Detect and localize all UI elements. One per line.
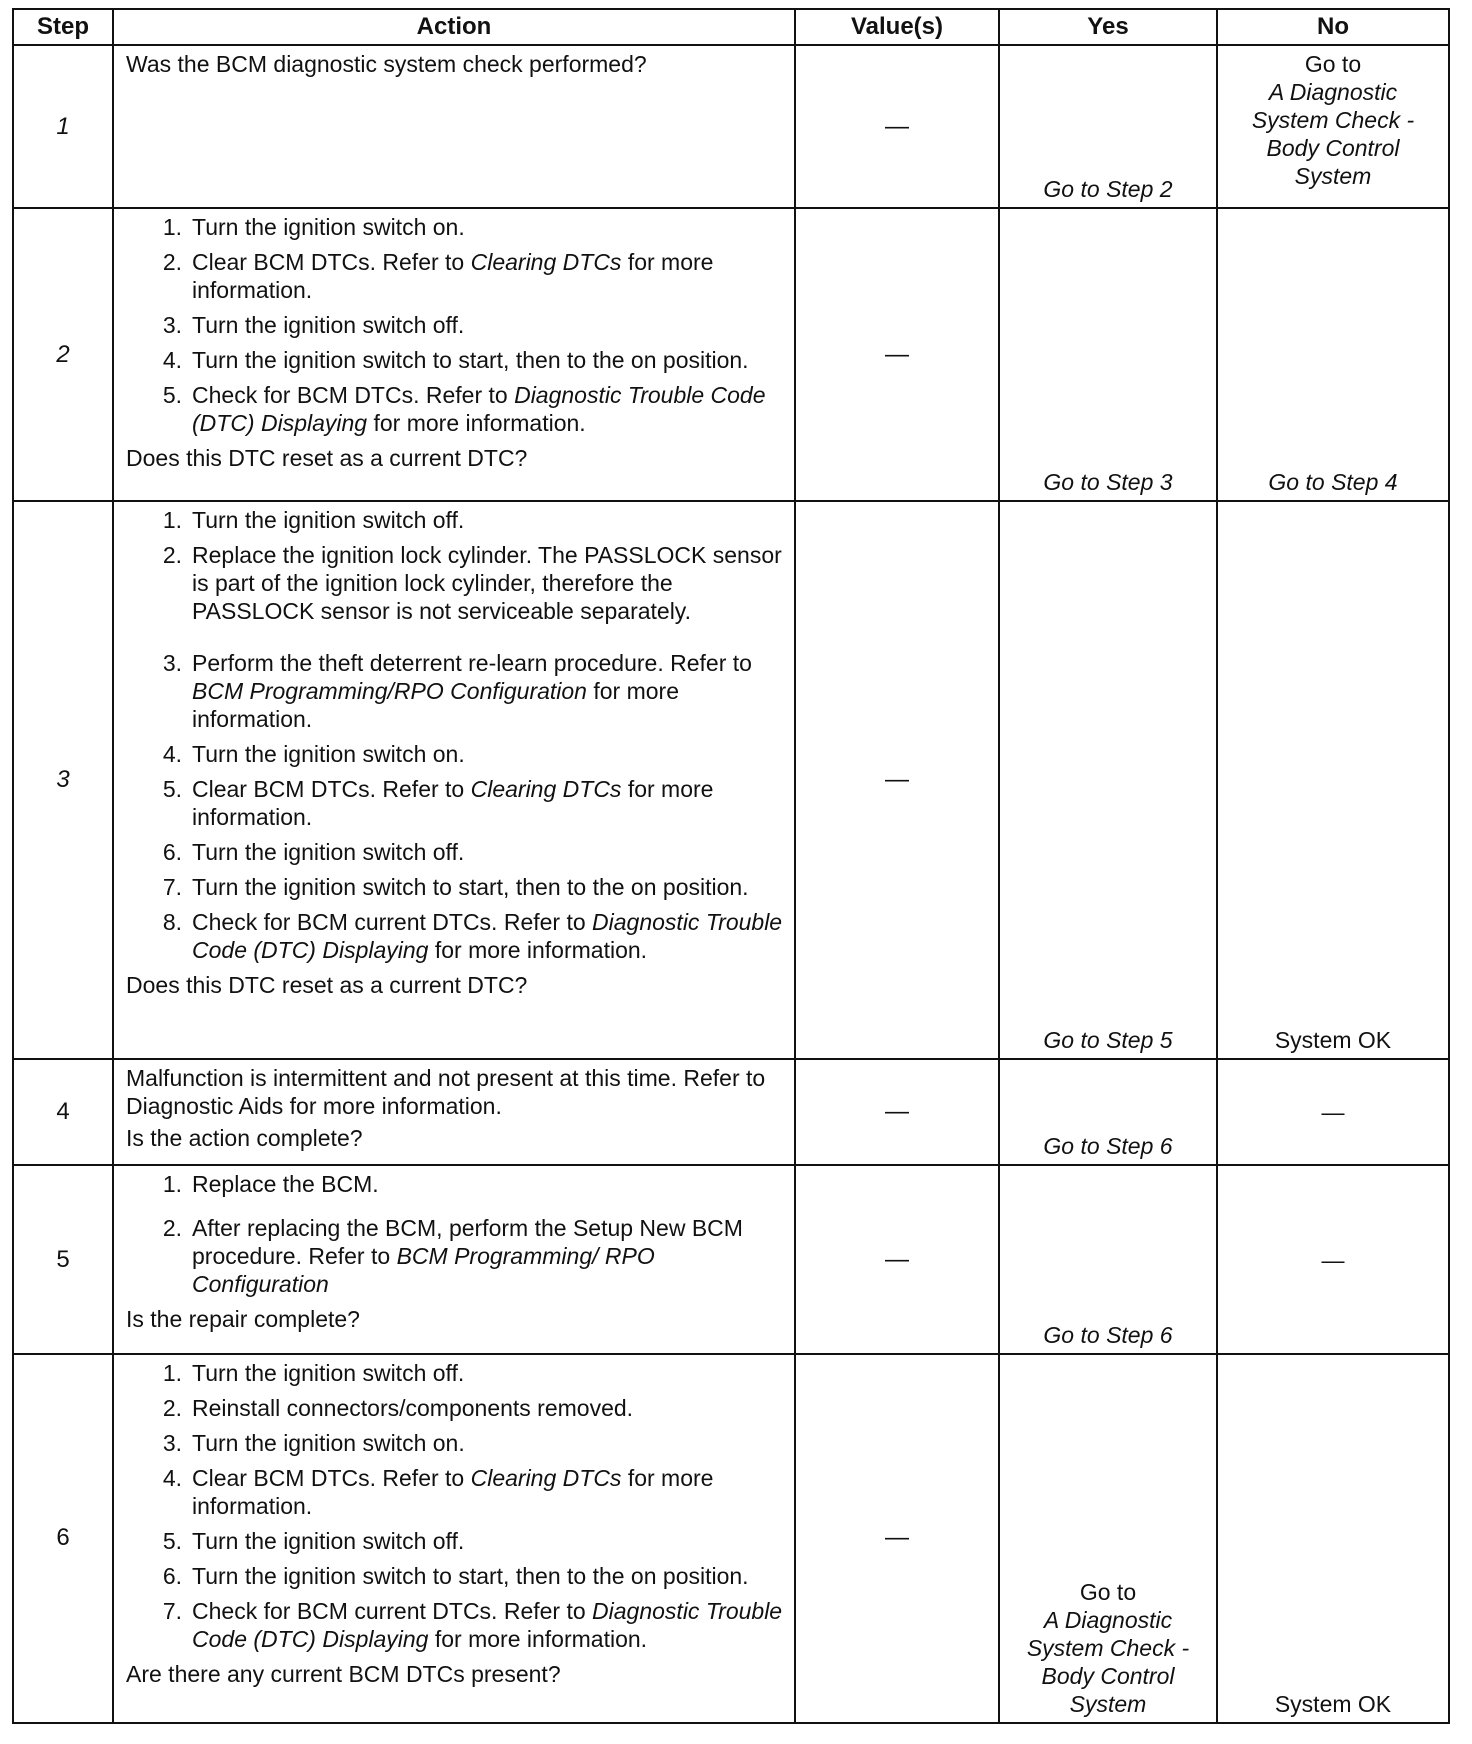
list-item-text (192, 1527, 784, 1555)
no-cell (1217, 1354, 1449, 1723)
list-item-number: 1. (162, 214, 182, 241)
list-item (146, 740, 784, 768)
list-item (146, 1527, 784, 1555)
instruction-text: Clear BCM DTCs. Refer to (192, 249, 471, 276)
list-item-text (192, 838, 784, 866)
list-item (146, 1170, 784, 1198)
list-item (146, 1597, 784, 1653)
list-item (146, 1464, 784, 1520)
yes-action: Go to Step 2 (1043, 176, 1173, 203)
list-item-number: 4. (162, 347, 182, 374)
list-item-number: 7. (162, 1597, 182, 1624)
instruction-text: Turn the ignition switch on. (192, 214, 465, 241)
list-item-text (192, 506, 784, 534)
list-item-number: 5. (162, 1527, 182, 1554)
list-item-text (192, 381, 784, 437)
list-item (146, 1214, 784, 1298)
list-item-number: 3. (162, 650, 182, 677)
list-item-text (192, 1214, 784, 1298)
list-item (146, 346, 784, 374)
list-item (146, 541, 784, 625)
step-number: 1 (13, 45, 113, 208)
action-intro: Was the BCM diagnostic system check performed? (126, 51, 647, 77)
diagnostic-table (12, 8, 1450, 1724)
list-item-number: 6. (162, 839, 182, 866)
no-action-line: Go to (1304, 51, 1362, 77)
value-cell: — (795, 1059, 999, 1166)
instruction-text: Clear BCM DTCs. Refer to (192, 1464, 471, 1491)
instruction-text: Turn the ignition switch on. (192, 1429, 465, 1456)
instruction-text: Replace the ignition lock cylinder. The PASSLOCK sensor is part of the ignition lock cylinder, therefore the PASSLOCK sensor is not serviceable separately. (192, 542, 782, 625)
table-row (13, 1165, 1449, 1353)
no-cell (1217, 501, 1449, 1059)
instruction-text: Turn the ignition switch off. (192, 507, 465, 534)
action-question: Is the repair complete? (126, 1306, 360, 1333)
list-item (146, 311, 784, 339)
action-steps-list (126, 1359, 784, 1653)
step-number: 6 (13, 1354, 113, 1723)
yes-cell (999, 1165, 1217, 1353)
no-cell (1217, 1165, 1449, 1353)
instruction-text: Reinstall connectors/components removed. (192, 1394, 634, 1421)
no-cell (1217, 208, 1449, 501)
reference-link-text: BCM Programming/RPO Configuration (192, 678, 587, 705)
step-number: 4 (13, 1059, 113, 1166)
yes-cell (999, 208, 1217, 501)
instruction-text: for more information. (428, 1625, 648, 1652)
list-item-number: 1. (162, 1171, 182, 1198)
list-item-text (192, 1597, 784, 1653)
action-question: Is the action complete? (126, 1124, 363, 1151)
list-item (146, 649, 784, 733)
action-steps-list (126, 213, 784, 437)
instruction-text: Turn the ignition switch off. (192, 312, 465, 339)
no-action-line: Body Control (1266, 135, 1400, 161)
yes-cell (999, 45, 1217, 208)
header-no: No (1217, 9, 1449, 45)
yes-action: Go to Step 6 (1043, 1321, 1173, 1348)
instruction-text: Turn the ignition switch off. (192, 1359, 465, 1386)
list-item-number: 1. (162, 507, 182, 534)
instruction-text: for more information. (192, 678, 680, 733)
step-number: 5 (13, 1165, 113, 1353)
list-item (146, 873, 784, 901)
value-cell: — (795, 45, 999, 208)
list-item-text (192, 908, 784, 964)
list-item-number: 7. (162, 874, 182, 901)
no-action-line: A Diagnostic (1268, 79, 1398, 105)
instruction-text: for more information. (428, 937, 648, 964)
action-cell (113, 1354, 795, 1723)
list-item-text (192, 541, 784, 625)
action-cell (113, 45, 795, 208)
list-item-text (192, 1359, 784, 1387)
yes-cell (999, 1354, 1217, 1723)
list-item-text (192, 346, 784, 374)
no-action: — (1321, 1099, 1345, 1126)
list-item (146, 381, 784, 437)
no-action: Go to Step 4 (1268, 469, 1398, 496)
reference-link-text: Diagnostic Trouble Code (DTC) Displaying (192, 1597, 783, 1652)
no-cell (1217, 1059, 1449, 1166)
table-row (13, 45, 1449, 208)
reference-link-text: Diagnostic Trouble Code (DTC) Displaying (192, 909, 783, 964)
action-question: Are there any current BCM DTCs present? (126, 1660, 561, 1687)
instruction-text: Turn the ignition switch to start, then to the on position. (192, 874, 749, 901)
table-row (13, 501, 1449, 1059)
action-cell (113, 1059, 795, 1166)
list-item (146, 1359, 784, 1387)
list-item-number: 8. (162, 909, 182, 936)
list-item-number: 6. (162, 1562, 182, 1589)
list-item-text (192, 1394, 784, 1422)
step-number: 3 (13, 501, 113, 1059)
action-cell (113, 208, 795, 501)
list-item-text (192, 311, 784, 339)
list-item-text (192, 740, 784, 768)
list-item-number: 4. (162, 741, 182, 768)
list-item (146, 908, 784, 964)
reference-link-text: Clearing DTCs (470, 249, 622, 276)
list-item (146, 775, 784, 831)
header-action: Action (113, 9, 795, 45)
instruction-text: for more information. (367, 410, 586, 437)
list-item (146, 838, 784, 866)
list-item-number: 3. (162, 312, 182, 339)
table-row (13, 1354, 1449, 1723)
list-item-number: 2. (162, 542, 182, 569)
yes-action: Go to Step 5 (1043, 1026, 1173, 1053)
value-cell: — (795, 1354, 999, 1723)
no-action: — (1321, 1246, 1345, 1273)
header-step: Step (13, 9, 113, 45)
list-item (146, 1562, 784, 1590)
reference-link-text: Clearing DTCs (470, 1464, 622, 1491)
list-item-number: 3. (162, 1429, 182, 1456)
yes-action: Go to Step 3 (1043, 469, 1173, 496)
step-number: 2 (13, 208, 113, 501)
header-values: Value(s) (795, 9, 999, 45)
table-row (13, 208, 1449, 501)
no-action: System OK (1274, 1026, 1392, 1053)
reference-link-text: Diagnostic Trouble Code (DTC) Displaying (192, 382, 766, 437)
instruction-text: Turn the ignition switch on. (192, 741, 465, 768)
action-cell (113, 501, 795, 1059)
yes-action-line: Go to (1079, 1579, 1137, 1605)
action-question: Does this DTC reset as a current DTC? (126, 972, 528, 999)
list-item-number: 5. (162, 776, 182, 803)
instruction-text: for more information. (192, 249, 714, 304)
list-item-text (192, 775, 784, 831)
instruction-text: Clear BCM DTCs. Refer to (192, 776, 471, 803)
instruction-text: Turn the ignition switch off. (192, 1527, 465, 1554)
value-cell: — (795, 208, 999, 501)
value-cell: — (795, 1165, 999, 1353)
table-row (13, 1059, 1449, 1166)
header-row (13, 9, 1449, 45)
list-item-number: 4. (162, 1464, 182, 1491)
yes-action-line: System (1069, 1691, 1147, 1717)
no-action: System OK (1274, 1691, 1392, 1717)
reference-link-text: Clearing DTCs (470, 776, 622, 803)
yes-action-line: A Diagnostic (1043, 1607, 1173, 1633)
instruction-text: Check for BCM DTCs. Refer to (192, 382, 515, 409)
instruction-text: for more information. (192, 1464, 714, 1519)
value-cell: — (795, 501, 999, 1059)
list-item-text (192, 213, 784, 241)
list-item (146, 248, 784, 304)
action-intro: Malfunction is intermittent and not present at this time. Refer to Diagnostic Aids for more information. (126, 1064, 766, 1119)
list-item (146, 506, 784, 534)
list-item-number: 2. (162, 1215, 182, 1242)
instruction-text: Replace the BCM. (192, 1171, 379, 1198)
list-item-text (192, 248, 784, 304)
list-item (146, 1429, 784, 1457)
instruction-text: Check for BCM current DTCs. Refer to (192, 1597, 593, 1624)
list-item-text (192, 1429, 784, 1457)
list-item-text (192, 1170, 784, 1198)
list-item (146, 213, 784, 241)
no-action-line: System Check - (1251, 107, 1415, 133)
list-item-text (192, 1562, 784, 1590)
list-item-number: 2. (162, 1394, 182, 1421)
yes-action-line: System Check - (1026, 1635, 1190, 1661)
yes-cell (999, 501, 1217, 1059)
action-question: Does this DTC reset as a current DTC? (126, 445, 528, 472)
action-cell (113, 1165, 795, 1353)
yes-action-line: Body Control (1041, 1663, 1175, 1689)
instruction-text: Check for BCM current DTCs. Refer to (192, 909, 593, 936)
instruction-text: for more information. (192, 776, 714, 831)
no-action-line: System (1294, 163, 1372, 189)
list-item-text (192, 873, 784, 901)
instruction-text: Perform the theft deterrent re-learn procedure. Refer to (192, 650, 752, 677)
action-steps-list (126, 1170, 784, 1298)
instruction-text: Turn the ignition switch to start, then to the on position. (192, 347, 749, 374)
yes-cell (999, 1059, 1217, 1166)
list-item-number: 1. (162, 1359, 182, 1386)
list-item-text (192, 1464, 784, 1520)
table-body (13, 45, 1449, 1723)
reference-link-text: BCM Programming/ RPO Configuration (192, 1243, 655, 1298)
header-yes: Yes (999, 9, 1217, 45)
list-item-number: 5. (162, 382, 182, 409)
instruction-text: Turn the ignition switch off. (192, 839, 465, 866)
yes-action: Go to Step 6 (1043, 1133, 1173, 1160)
list-item-text (192, 649, 784, 733)
list-item-number: 2. (162, 249, 182, 276)
action-steps-list (126, 506, 784, 964)
list-item (146, 1394, 784, 1422)
instruction-text: After replacing the BCM, perform the Setup New BCM procedure. Refer to (192, 1215, 743, 1270)
no-cell (1217, 45, 1449, 208)
instruction-text: Turn the ignition switch to start, then to the on position. (192, 1562, 749, 1589)
